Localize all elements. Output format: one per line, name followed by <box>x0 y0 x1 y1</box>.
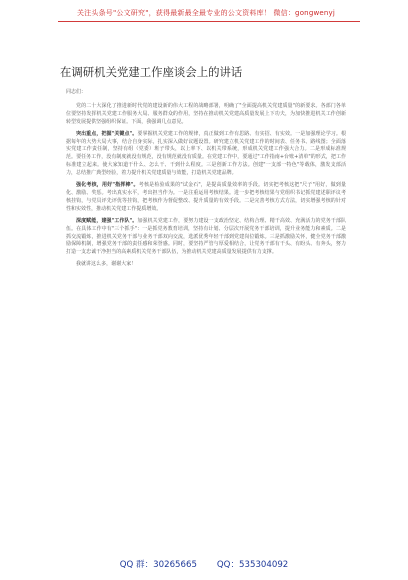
banner-wechat-text: 微信：gongwenyj <box>273 9 336 17</box>
paragraph-section-1 <box>66 131 346 178</box>
section-heading: 突出重点，把握"关键点"。 <box>76 130 138 137</box>
paragraph-text: 加强机关党建工作，要努力建设一支政治坚定、结构合理、精干高效、充满活力的党务干部队伍。在具体工作中有"三个抓手"：一是抓党务教育培训，坚持有计划、分层次开展党务干部培训，提升业务能力和素质。二是抓交流锻炼，推进机关党务干部与业务干部双向交流，选派优秀年轻干部到党建岗位锻炼。三是抓激励关怀，健全党务干部激励保障机制，增强党务干部的责任感和荣誉感。同时，要坚持严管与厚爱相结合，让党务干部有干头、有盼头、有奔头，努力打造一支忠诚干净担当的高素质机关党务干部队伍，为推动机关党建高质量发展提供有力支撑。 <box>66 217 346 256</box>
document-title: 在调研机关党建工作座谈会上的讲话 <box>60 65 243 79</box>
paragraph-text: 党的二十大深化了推进新时代党的建设新的伟大工程的战略部署，明确了"全面提高机关党建质量"的新要求。各部门各单位要坚持发挥机关党建工作服务大局、服务群众的作用，坚持在推动机关党建高质量发展上下功夫，为加快推进机关工作创新转型发展提供坚强组织保证。下面，我强调几点意见。 <box>66 102 346 125</box>
footer-contact <box>0 560 408 571</box>
footer-qq: QQ：535304092 <box>216 560 289 570</box>
paragraph-intro <box>66 103 346 127</box>
salutation: 同志们： <box>66 89 87 95</box>
paragraph-section-3 <box>66 218 346 258</box>
closing-remark: 我就讲这么多，谢谢大家！ <box>76 261 137 268</box>
paragraph-text: 考核是检验成果的"试金石"，是提高质量效率的手段。切实把考核这把"尺子"用好，做到量化、激励、奖惩。考出真实水平，考出担当作为。一是注重运用考核结果。进一步把考核结果与党组织书记抓党建述职评议考核挂钩，与党员评先评优等挂钩，把考核作为督促整改、提升质量的有效手段。二是完善考核方式方法，切实增强考核的针对性和实效性，推动机关党建工作提质增效。 <box>66 182 346 212</box>
header-banner <box>58 9 354 18</box>
section-heading: 深度赋能，建强"工作队"。 <box>76 217 138 224</box>
document-body <box>66 89 346 273</box>
section-heading: 强化考核，用好"指挥棒"。 <box>76 182 139 189</box>
footer-qq-group: QQ 群：30265665 <box>119 560 197 570</box>
paragraph-text: 要掌握机关党建工作的规律，真正做到工作有思路、有实招、有实效。一是加强理论学习。根据每年的大势大局大事，结合自身实际，扎实深入做好议题设置。研究建立机关党建工作的时间表、任务书、路线图；全面落实党建工作责任制，坚持有组（党委）班子带头，以上率下、以机关带系统，形成机关党建工作强大合力。二是形成标准规范。要任务工作，没有制度就没有规范，没有规范就没有质量。在党建工作中，要通过"工作指南+台账+清单"的形式，把工作标准建立起来。使大家知道干什么、怎么干、干到什么程度。三是创新工作方法。创建"一支部一特色"等载体，激发支部活力，总结推广典型经验，着力提升机关党建质量与效能，打造机关党建品牌。 <box>66 130 346 177</box>
banner-promo-text: 关注头条号"公文研究"，获得最新最全最专业的公文资料库！ <box>76 9 272 17</box>
header-divider <box>58 21 360 22</box>
paragraph-section-2 <box>66 182 346 214</box>
